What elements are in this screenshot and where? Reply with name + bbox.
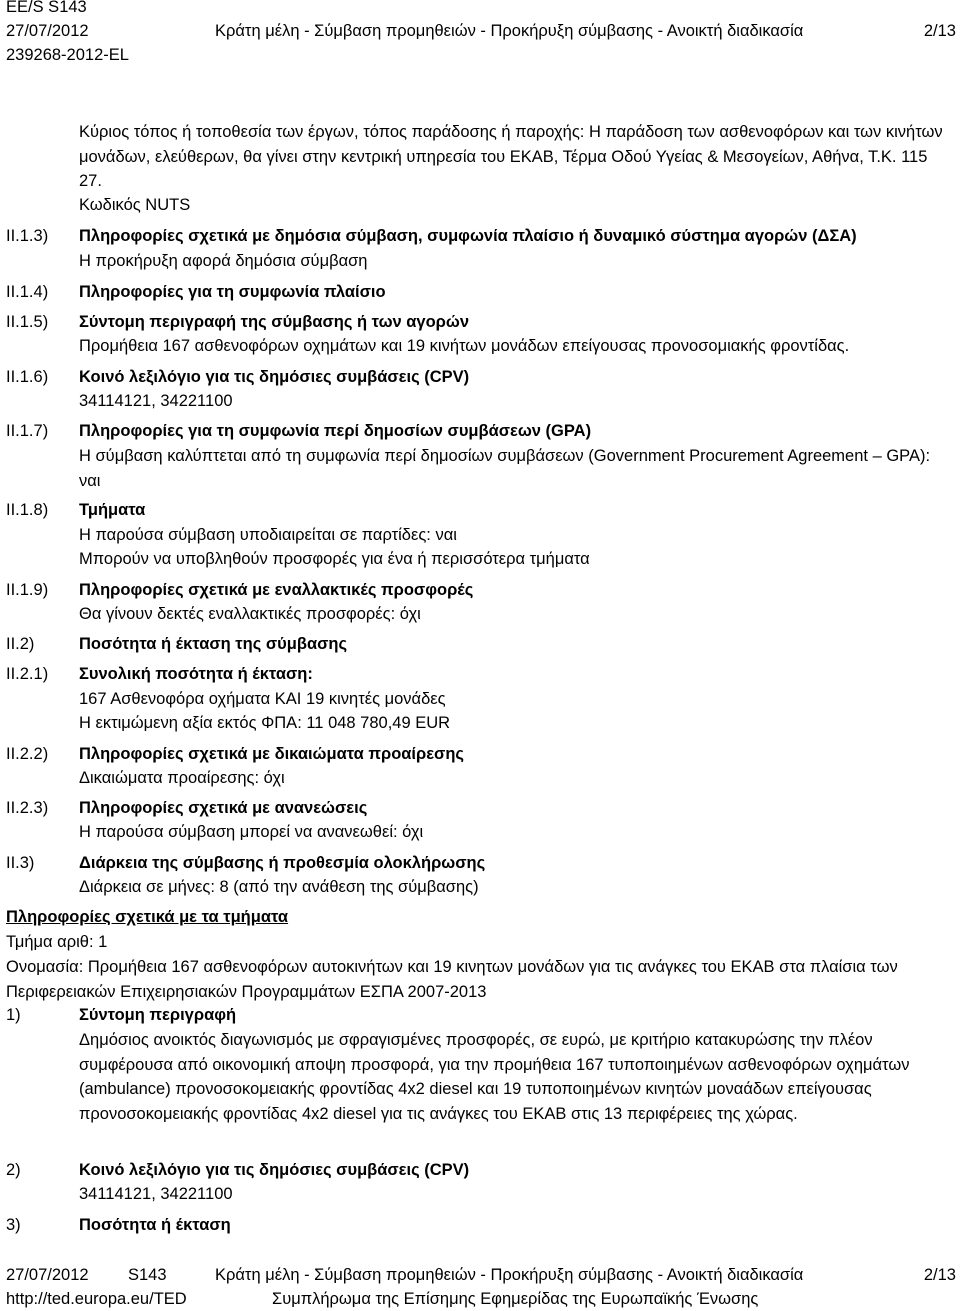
lot-item-text: Δημόσιος ανοικτός διαγωνισμός με σφραγισμένες προσφορές, σε ευρώ, με κριτήριο κατακυρώσης την πλέον συμφέρουσα από οικονομική αποψη προσφορά, για την προμήθεια 167 τυποποιημένων ασθενοφόρων οχημάτων (ambulance) προνοσοκομειακής φροντίδας 4x2 diesel και 19 τυποποιημένων κινητών μοναάδων επείγουσας προνοσοκομειακής φροντίδας 4x2 diesel για τις ανάγκες του ΕΚΑΒ στις 13 περιφέρειες της χώρας.	[79, 1031, 910, 1123]
section-text: Θα γίνουν δεκτές εναλλακτικές προσφορές: όχι	[79, 605, 421, 623]
lot-name: Ονομασία: Προμήθεια 167 ασθενοφόρων αυτοκινήτων και 19 κινητων μονάδων για τις ανάγκες του ΕΚΑΒ στα πλαίσια των Περιφερειακών Επιχειρησιακών Προγραμμάτων ΕΣΠΑ 2007-2013	[6, 958, 898, 1001]
header-ref: 239268-2012-EL	[6, 46, 129, 64]
doc-code: EE/S S143	[6, 0, 87, 16]
footer-code: S143	[128, 1266, 167, 1284]
footer-title: Κράτη μέλη - Σύμβαση προμηθειών - Προκήρυξη σύμβασης - Ανοικτή διαδικασία	[215, 1266, 804, 1284]
section-heading: Κοινό λεξιλόγιο για τις δημόσιες συμβάσεις (CPV)	[79, 368, 470, 386]
header-date: 27/07/2012	[6, 22, 89, 40]
section-heading: Τμήματα	[79, 501, 146, 519]
section-heading: Πληροφορίες σχετικά με δημόσια σύμβαση, συμφωνία πλαίσιο ή δυναμικό σύστημα αγορών (ΔΣΑ)	[79, 227, 857, 245]
header-title: Κράτη μέλη - Σύμβαση προμηθειών - Προκήρυξη σύμβασης - Ανοικτή διαδικασία	[215, 22, 804, 40]
section-heading: Σύντομη περιγραφή της σύμβασης ή των αγορών	[79, 313, 469, 331]
footer-date: 27/07/2012	[6, 1266, 89, 1284]
lot-item-heading: Σύντομη περιγραφή	[79, 1006, 237, 1024]
lots-heading: Πληροφορίες σχετικά με τα τμήματα	[6, 908, 289, 926]
lot-item-number: 3)	[6, 1216, 21, 1234]
section-number: II.1.3)	[6, 227, 49, 245]
section-number: II.2.2)	[6, 745, 49, 763]
footer-url[interactable]: http://ted.europa.eu/TED	[6, 1290, 187, 1308]
footer-page: 2/13	[923, 1266, 956, 1284]
section-number: II.1.6)	[6, 368, 49, 386]
section-heading: Συνολική ποσότητα ή έκταση:	[79, 665, 313, 683]
lot-item-heading: Κοινό λεξιλόγιο για τις δημόσιες συμβάσεις (CPV)	[79, 1161, 470, 1179]
section-heading: Πληροφορίες για τη συμφωνία πλαίσιο	[79, 283, 386, 301]
section-text: Η παρούσα σύμβαση υποδιαιρείται σε παρτίδες: ναι	[79, 526, 457, 544]
section-number: II.1.4)	[6, 283, 49, 301]
section-number: II.1.9)	[6, 581, 49, 599]
lot-item-number: 1)	[6, 1006, 21, 1024]
section-text: Δικαιώματα προαίρεσης: όχι	[79, 769, 285, 787]
lot-item-text: 34114121, 34221100	[79, 1185, 233, 1203]
section-number: II.2.3)	[6, 799, 49, 817]
section-heading: Πληροφορίες σχετικά με δικαιώματα προαίρεσης	[79, 745, 464, 763]
section-text: Η εκτιμώμενη αξία εκτός ΦΠΑ: 11 048 780,49 EUR	[79, 714, 451, 732]
section-text: 167 Ασθενοφόρα οχήματα ΚΑΙ 19 κινητές μονάδες	[79, 690, 446, 708]
section-number: II.3)	[6, 854, 35, 872]
section-number: II.2.1)	[6, 665, 49, 683]
section-text: Η προκήρυξη αφορά δημόσια σύμβαση	[79, 252, 368, 270]
section-number: II.1.7)	[6, 422, 49, 440]
location-text: Κύριος τόπος ή τοποθεσία των έργων, τόπος παράδοσης ή παροχής: Η παράδοση των ασθενοφόρων και των κινήτων μονάδων, ελεύθερων, θα γίνει στην κεντρική υπηρεσία του ΕΚΑΒ, Τέρμα Οδού Υγείας & Μεσογείων, Αθήνα, Τ.Κ. 115 27.	[79, 123, 943, 191]
section-text: Διάρκεια σε μήνες: 8 (από την ανάθεση της σύμβασης)	[79, 878, 479, 896]
lot-item-heading: Ποσότητα ή έκταση	[79, 1216, 231, 1234]
section-number: II.1.5)	[6, 313, 49, 331]
section-heading: Ποσότητα ή έκταση της σύμβασης	[79, 635, 348, 653]
section-number: II.2)	[6, 635, 35, 653]
section-heading: Πληροφορίες σχετικά με εναλλακτικές προσφορές	[79, 581, 474, 599]
section-text: Προμήθεια 167 ασθενοφόρων οχημάτων και 19 κινήτων μονάδων επείγουσας προνοσομιακής φροντίδας.	[79, 337, 850, 355]
section-heading: Πληροφορίες σχετικά με ανανεώσεις	[79, 799, 368, 817]
section-text: Η σύμβαση καλύπτεται από τη συμφωνία περί δημοσίων συμβάσεων (Government Procurement Agreement – GPA): ναι	[79, 447, 931, 490]
lot-number: Τμήμα αριθ: 1	[6, 933, 108, 951]
section-heading: Διάρκεια της σύμβασης ή προθεσμία ολοκλήρωσης	[79, 854, 486, 872]
header-page: 2/13	[923, 22, 956, 40]
section-heading: Πληροφορίες για τη συμφωνία περί δημοσίων συμβάσεων (GPA)	[79, 422, 592, 440]
section-number: II.1.8)	[6, 501, 49, 519]
section-text: 34114121, 34221100	[79, 392, 233, 410]
lot-item-number: 2)	[6, 1161, 21, 1179]
footer-supplement: Συμπλήρωμα της Επίσημης Εφημερίδας της Ευρωπαϊκής Ένωσης	[272, 1290, 759, 1308]
section-text: Η παρούσα σύμβαση μπορεί να ανανεωθεί: όχι	[79, 823, 424, 841]
nuts-label: Κωδικός NUTS	[79, 196, 191, 214]
section-text: Μπορούν να υποβληθούν προσφορές για ένα ή περισσότερα τμήματα	[79, 550, 590, 568]
